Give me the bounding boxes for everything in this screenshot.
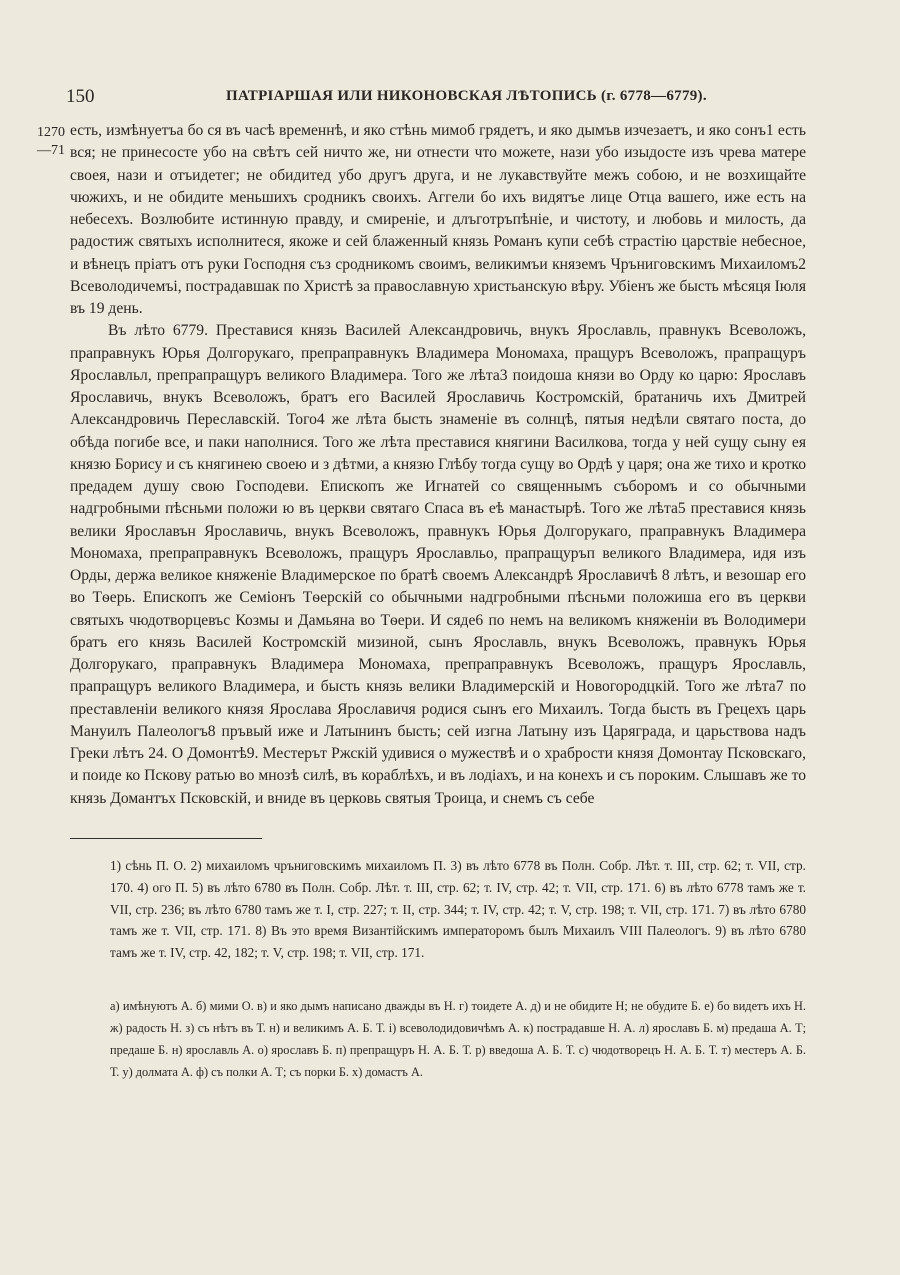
numbered-footnotes: 1) сѣнь П. О. 2) михаиломъ чрънигoвскимъ михаиломъ П. 3) въ лѣто 6778 въ Полн. Собр. Лѣт. т. III, стр. 62; т. VII, стр. 170. 4) ого П. 5) въ лѣто 6780 въ Полн. Собр. Лѣт. т. III, стр. 62; т. IV, стр. 42; т. VII, стр. 171. 6) въ лѣто 6778 тамъ же т. VII, стр. 236; въ лѣто 6780 тамъ же т. I, стр. 227; т. II, стр. 344; т. IV, стр. 42; т. V, стр. 198; т. VII, стр. 171. 7) въ лѣто 6780 тамъ же т. VII, стр. 171. 8) Въ это время Византійскимъ императоромъ былъ Михаилъ VIII Палеологъ. 9) въ лѣто 6780 тамъ же т. IV, стр. 42, 182; т. V, стр. 198; т. VII, стр. 171.: [110, 858, 806, 961]
variant-readings: а) имѣнуютъ А. б) мими О. в) и яко дымъ написано дважды въ Н. г) тоидете А. д) и не обидите Н; не обудите Б. е) бо видетъ ихъ Н. ж) радость Н. з) съ нѣтъ въ Т. н) и великимъ А. Б. Т. і) всеволодидовичѣмъ А. к) пострадавше Н. А. л) ярославъ Б. м) предаша А. Т; предаше Б. н) ярославль А. о) ярославъ Б. п) препращуръ Н. А. Б. Т. р) введоша А. Б. Т. с) чюдотворецъ Н. А. Б. Т. т) местеръ А. Б. Т. у) долмата А. ф) съ полки А. Т; съ порки Б. х) домастъ А.: [110, 999, 806, 1079]
running-title: ПАТРІАРШАЯ ИЛИ НИКОНОВСКАЯ ЛѢТОПИСЬ (г. 6778—6779).: [226, 88, 707, 104]
page-number: 150: [66, 86, 95, 107]
margin-year-bottom: —71: [37, 143, 65, 158]
main-text: [70, 120, 806, 810]
page-header: [66, 86, 846, 108]
paragraph-year-6779: Въ лѣто 6779. Преставися князь Василей Александровичь, внукъ Ярославль, правнукъ Всеволожъ, праправнукъ Юрья Долгорукаго, препраправнукъ Владимера Мономаха, пращуръ Всеволожъ, прапращуръ Ярославльл, препрапращуръ великого Владимера. Того же лѣта3 поидоша князи во Орду ко царю: Ярославъ Ярославичь, внукъ Всеволожъ, братъ его Василей Ярославичь Костромскій, братаничь ихъ Дмитрей Александровичь Переславскій. Того4 же лѣта бысть знаменіе въ солнцѣ, пятыя недѣли святаго поста, до обѣда погибе все, и паки наполнися. Того же лѣта преставися княгини Василкова, тогда у ней сущу сыну ея князю Борису и съ княгинею своею и з дѣтми, а князю Глѣбу тогда сущу во Ордѣ у царя; она же тихо и кротко предадем душу свою Господеви. Епископъ же Игнатей со священнымъ съборомъ и со обычными надгробными пѣсньми положи ю въ церкви святаго Спаса въ еѣ манастырѣ. Того же лѣта5 преставися князь велики Ярославън Ярославичь, внукъ Всеволожъ, правнукъ Юрья Долгорукаго, праправнукъ Владимера Мономаха, препраправнукъ Всеволожъ, пращуръ Ярославльо, прапращуръп великого Владимера, идя изъ Орды, держа великое княженіе Владимерское по братѣ своемъ Александрѣ Ярославичѣ 8 лѣтъ, и везошар его во Тѳерь. Епископъ же Семіонъ Тѳерскій со обычными надгробными пѣсньми положиша его въ церкви святыхъ чюдотворцевъс Козмы и Дамьяна во Тѳери. И сяде6 по немъ на великомъ княженіи въ Володимери братъ его князь Василей Костромскій мизиной, сынъ Ярославль, внукъ Всеволожъ, правнукъ Юрья Долгорукаго, праправнукъ Владимера Мономаха, препраправнукъ Всеволожъ, пращуръ Ярославль, прапращуръ великого Владимера, и бысть князь велики Владимерскій и Новогородцкій. Того же лѣта7 по преставленіи великого князя Ярослава Ярославичя родися сынъ его Михаилъ. Тогда бысть въ Грецехъ царь Мануилъ Палеологъ8 пръвый иже и Латынинъ бысть; сей изгна Латыну изъ Царяграда, и царьствова надъ Греки лѣтъ 24. О Домонтѣ9. Местерът Ржскій удивися о мужествѣ и о храбрости князя Домонтау Псковскаго, и поиде ко Пскову ратью во мнозѣ силѣ, въ кораблѣхъ, и въ лодіахъ, и на конехъ и съ пороким. Слышавъ же то князь Домантъх Псковскій, и вниде въ церковь святыя Троица, и снемъ съ себе: [70, 322, 806, 807]
footnote-divider: [70, 838, 262, 839]
margin-year-top: 1270: [37, 125, 65, 140]
paragraph-continuation: есть, измѣнуетъа бо ся въ часѣ временнѣ, и яко стѣнь мимоб грядетъ, и яко дымъв изчезаетъ, и яко сонъ1 есть вся; не принесосте убо на свѣтъ сей ничто же, ни отнести что можете, нази убо изыдосте изъ чрева матере своея, нази и отъидетег; не обидитед убо другъ друга, и не лукавствуйте межъ собою, и не возхищайте чюжихъ, и не обидите меньшихъ сродникъ своихъ. Аггели бо ихъ видятъе лице Отца вашего, иже есть на небесехъ. Возлюбите истинную правду, и смиреніе, и длъготръпѣніе, и чистоту, и любовь и милость, да радостиж святыхъ исполнитеся, якоже и сей блаженный князь Романъ купи себѣ страстію царствіе небесное, и вѣнецъ пріатъ отъ руки Господня съз сродникомъ своимъ, великимъи княземъ Чрънигoвскимъ Михаиломъ2 Всеволодичемъі, пострадавшак по Христѣ за православную христьанскую вѣру. Убіенъ же бысть мѣсяця Іюля въ 19 день.: [70, 122, 806, 317]
